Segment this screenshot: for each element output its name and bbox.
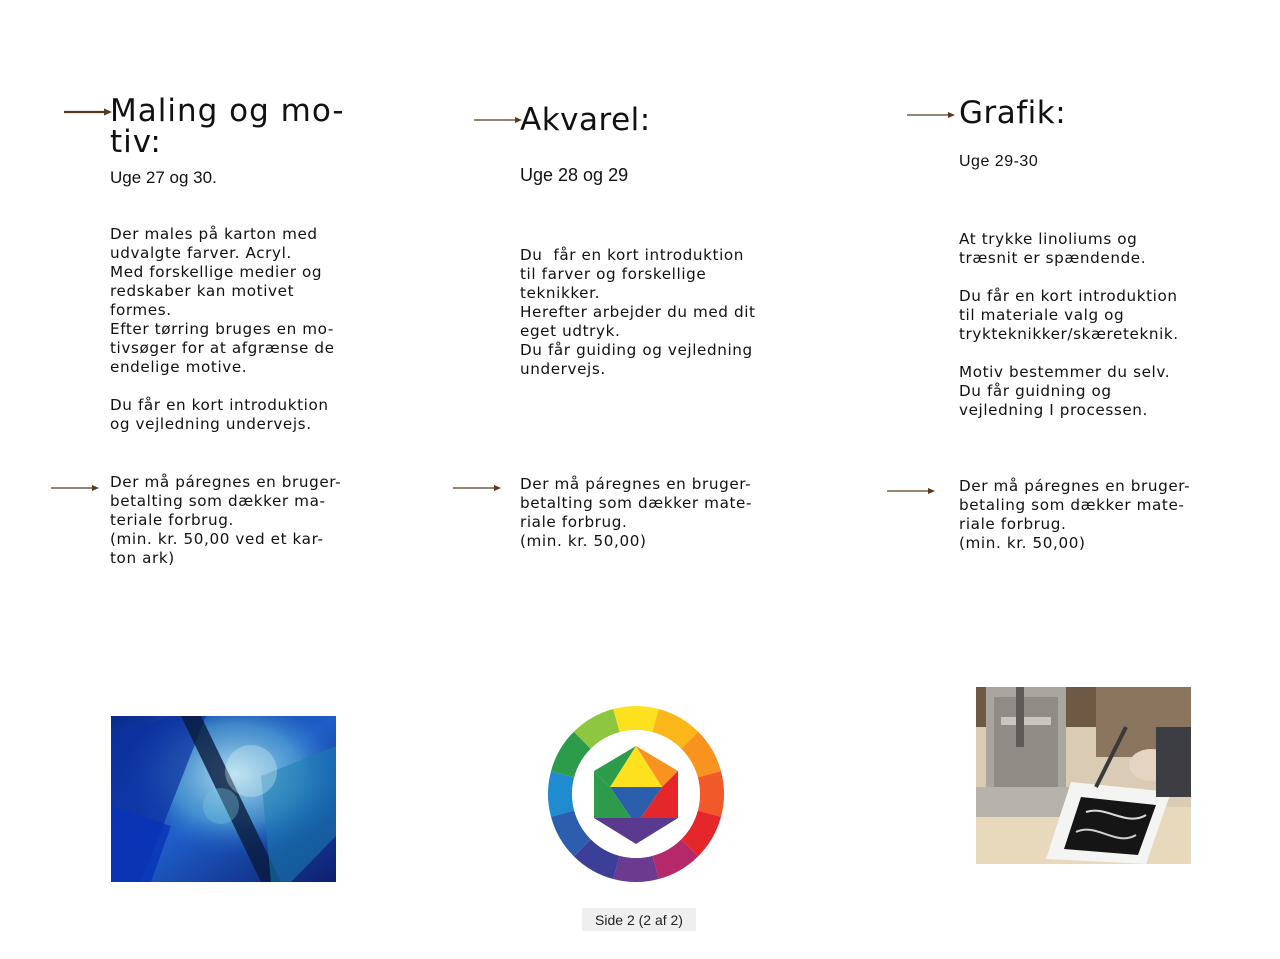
arrow-icon: [453, 483, 501, 493]
printing-press-image: [976, 687, 1191, 864]
page-indicator: [582, 908, 696, 931]
weeks-label: Uge 27 og 30.: [110, 168, 217, 187]
weeks-label: Uge 29-30: [959, 153, 1039, 170]
column-title-grafik: Grafik:: [959, 95, 1067, 131]
column-title-akvarel: Akvarel:: [520, 102, 651, 138]
payment-text: Der må páregnes en bruger- betaling som dækker mate- riale forbrug. (min. kr. 50,00): [959, 477, 1191, 552]
payment-text: Der må páregnes en bruger- betalting som dækker ma- teriale forbrug. (min. kr. 50,00 ved et kar- ton ark): [110, 473, 342, 567]
description-text: Du får en kort introduktion til farver og forskellige teknikker. Herefter arbejder du med dit eget udtryk. Du får guiding og vejledning undervejs.: [520, 246, 756, 378]
arrow-icon: [64, 106, 112, 118]
payment-text: Der må páregnes en bruger- betalting som dækker mate- riale forbrug. (min. kr. 50,00): [520, 475, 753, 550]
painting-image: [111, 716, 336, 882]
page-indicator-label: Side 2 (2 af 2): [595, 911, 683, 928]
weeks-label: Uge 28 og 29: [520, 165, 629, 185]
arrow-icon: [51, 483, 99, 493]
column-title-maling: Maling og mo- tiv:: [110, 93, 345, 160]
description-text: Der males på karton med udvalgte farver. Acryl. Med forskellige medier og redskaber kan motivet formes. Efter tørring bruges en mo- tivsøger for at afgrænse de endelige motive. Du får en kort introduktion og vejledning undervejs.: [110, 225, 335, 433]
description-text: At trykke linoliums og træsnit er spændende. Du får en kort introduktion til materiale valg og trykteknikker/skæreteknik. Motiv bestemmer du selv. Du får guidning og vejledning I processen.: [959, 230, 1179, 419]
arrow-icon: [887, 486, 935, 496]
color-wheel-image: [546, 704, 726, 884]
arrow-icon: [907, 110, 955, 120]
arrow-icon: [474, 115, 522, 125]
